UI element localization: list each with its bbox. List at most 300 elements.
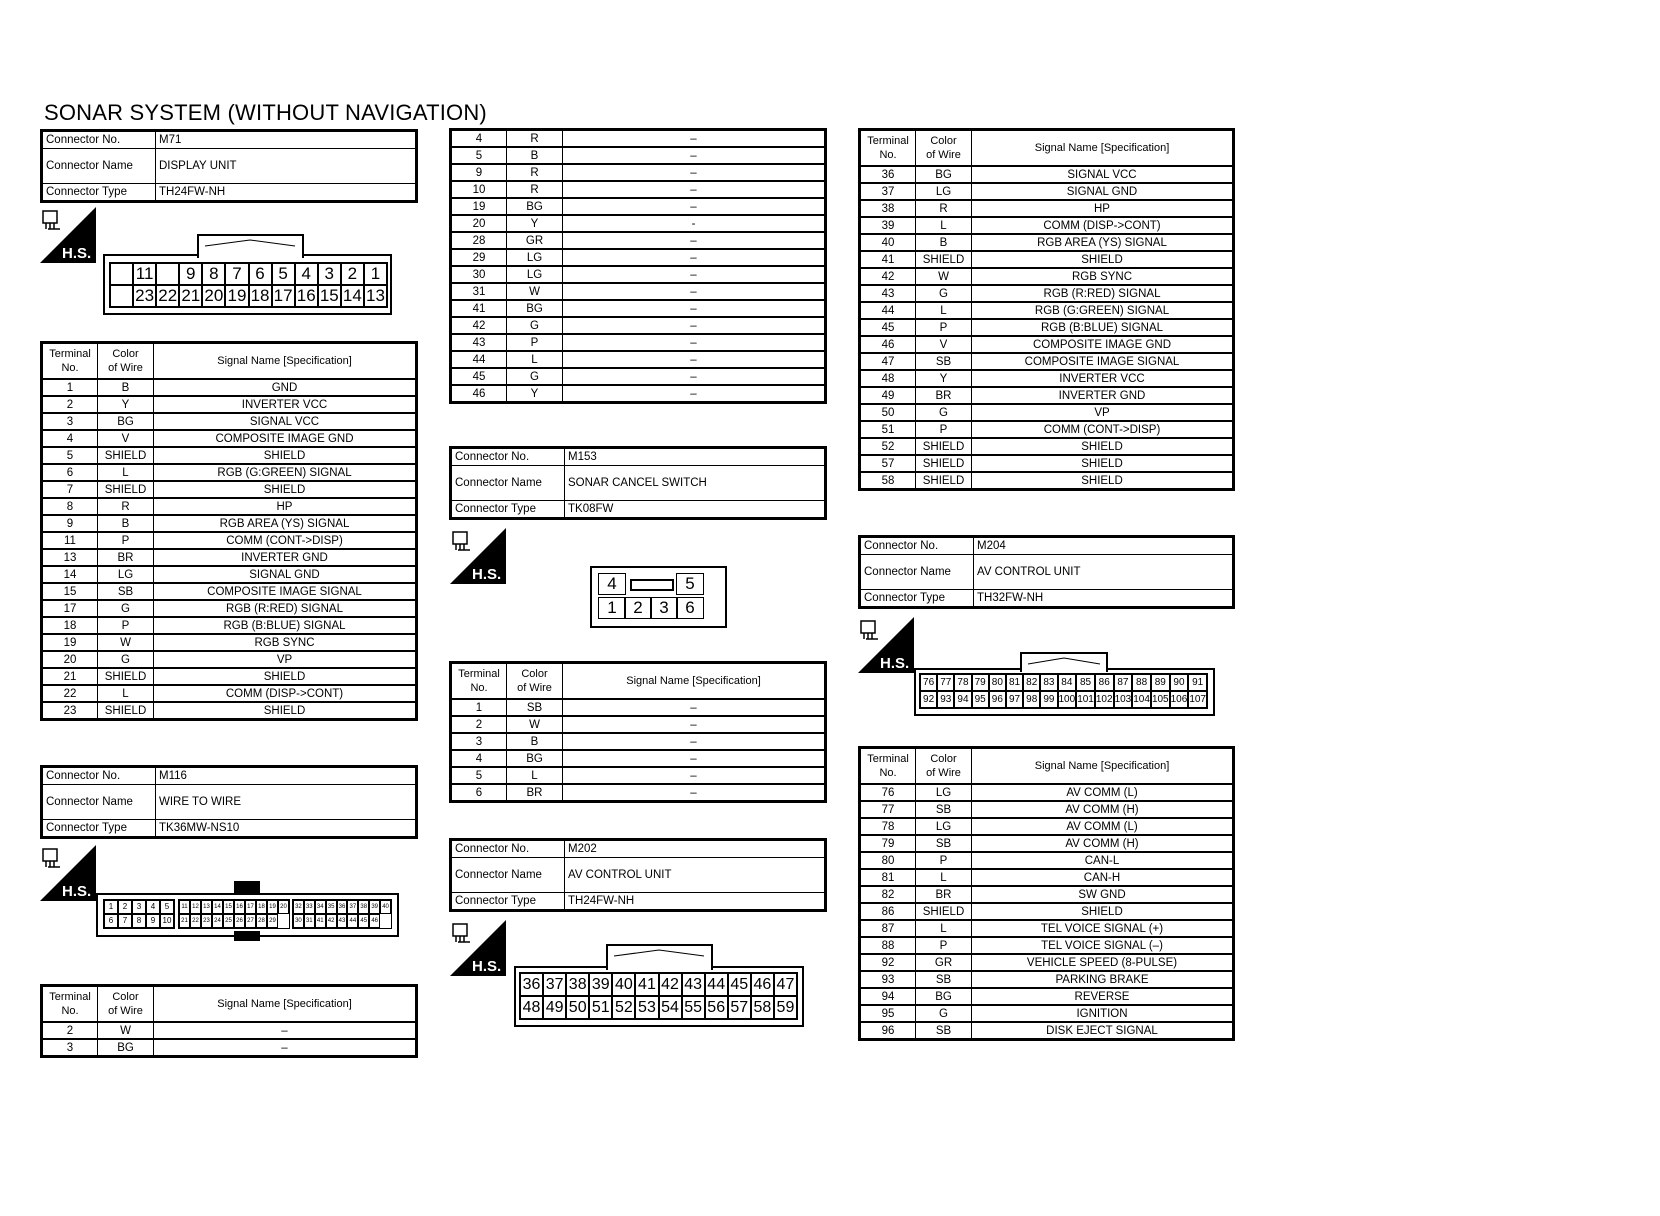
wire-color-cell: R bbox=[98, 498, 154, 515]
terminal-no-cell: 19 bbox=[42, 634, 98, 651]
signal-name-cell: – bbox=[154, 1039, 417, 1057]
table-row bbox=[42, 651, 417, 668]
terminal-no-cell: 13 bbox=[42, 549, 98, 566]
signal-name-cell: DISK EJECT SIGNAL bbox=[972, 1022, 1234, 1040]
connector-latch bbox=[234, 881, 260, 895]
pin-cell: 4 bbox=[146, 900, 160, 914]
signal-name-cell: RGB (G:GREEN) SIGNAL bbox=[154, 464, 417, 481]
terminal-no-cell: 58 bbox=[860, 472, 916, 490]
table-row bbox=[42, 498, 417, 515]
pin-cell: 20 bbox=[278, 900, 289, 914]
connector-name-label: Connector Name bbox=[42, 785, 156, 820]
pin-cell: 32 bbox=[293, 900, 304, 914]
pin-cell: 50 bbox=[566, 996, 589, 1019]
wire-color-cell: BG bbox=[98, 1039, 154, 1057]
pin-cell: 107 bbox=[1188, 691, 1207, 708]
terminal-no-cell: 4 bbox=[451, 130, 507, 148]
wire-color-cell: B bbox=[98, 379, 154, 396]
pin-cell: 59 bbox=[774, 996, 797, 1019]
table-row bbox=[451, 130, 826, 148]
signal-name-cell: VP bbox=[154, 651, 417, 668]
connector-no-label: Connector No. bbox=[451, 448, 565, 466]
pin-cell: 96 bbox=[989, 691, 1006, 708]
pin-cell: 45 bbox=[728, 973, 751, 996]
pin-cell: 3 bbox=[318, 263, 341, 285]
terminal-table-m204 bbox=[858, 746, 1235, 1041]
wire-color-cell: SB bbox=[507, 699, 563, 716]
signal-name-cell: – bbox=[563, 249, 826, 266]
signal-name-cell: INVERTER VCC bbox=[154, 396, 417, 413]
pin-cell: 46 bbox=[751, 973, 774, 996]
pin-cell: 58 bbox=[751, 996, 774, 1019]
wire-color-cell: BG bbox=[507, 750, 563, 767]
table-row bbox=[451, 716, 826, 733]
pin-cell: 8 bbox=[202, 263, 225, 285]
terminal-no-cell: 23 bbox=[42, 702, 98, 720]
terminal-no-cell: 3 bbox=[42, 1039, 98, 1057]
wire-color-cell: SB bbox=[916, 1022, 972, 1040]
pin-cell: 87 bbox=[1114, 674, 1133, 691]
connector-no-label: Connector No. bbox=[42, 131, 156, 149]
harness-side-icon bbox=[450, 528, 506, 584]
terminal-no-cell: 80 bbox=[860, 852, 916, 869]
signal-name-cell: – bbox=[563, 266, 826, 283]
table-row bbox=[860, 268, 1234, 285]
pin-cell: 21 bbox=[179, 914, 190, 928]
pin-cell: 102 bbox=[1095, 691, 1114, 708]
harness-side-icon bbox=[450, 920, 506, 976]
signal-name-cell: RGB AREA (YS) SIGNAL bbox=[154, 515, 417, 532]
wire-color-cell: Y bbox=[507, 385, 563, 403]
terminal-no-header: Terminal No. bbox=[451, 663, 507, 700]
connector-no-value: M71 bbox=[156, 131, 417, 149]
wire-color-cell: P bbox=[98, 532, 154, 549]
wire-color-cell: L bbox=[98, 685, 154, 702]
table-row bbox=[451, 368, 826, 385]
signal-name-cell: – bbox=[563, 232, 826, 249]
table-row bbox=[451, 215, 826, 232]
page-title: SONAR SYSTEM (WITHOUT NAVIGATION) bbox=[44, 100, 487, 125]
signal-name-cell: RGB (G:GREEN) SIGNAL bbox=[972, 302, 1234, 319]
pin-cell: 6 bbox=[676, 597, 704, 619]
wire-color-cell: SHIELD bbox=[98, 702, 154, 720]
pin-cell: 88 bbox=[1132, 674, 1151, 691]
pin-cell: 5 bbox=[676, 573, 704, 595]
terminal-no-cell: 94 bbox=[860, 988, 916, 1005]
wire-color-cell: R bbox=[507, 164, 563, 181]
table-row bbox=[451, 232, 826, 249]
signal-name-cell: RGB SYNC bbox=[972, 268, 1234, 285]
signal-name-cell: – bbox=[563, 130, 826, 148]
pin-grid-m204 bbox=[919, 673, 1208, 709]
signal-name-cell: – bbox=[563, 767, 826, 784]
signal-name-cell: RGB AREA (YS) SIGNAL bbox=[972, 234, 1234, 251]
pin-cell: 9 bbox=[146, 914, 160, 928]
terminal-no-header: Terminal No. bbox=[42, 986, 98, 1023]
harness-side-icon bbox=[40, 207, 96, 263]
wire-color-cell: LG bbox=[916, 183, 972, 200]
pin-cell: 78 bbox=[954, 674, 971, 691]
connector-no-value: M116 bbox=[156, 767, 417, 785]
wire-color-cell: W bbox=[916, 268, 972, 285]
terminal-no-cell: 45 bbox=[860, 319, 916, 336]
wire-color-cell: G bbox=[98, 651, 154, 668]
terminal-no-cell: 86 bbox=[860, 903, 916, 920]
terminal-no-cell: 22 bbox=[42, 685, 98, 702]
pin-cell: 42 bbox=[326, 914, 337, 928]
wire-color-cell: BR bbox=[916, 886, 972, 903]
pin-cell: 93 bbox=[937, 691, 954, 708]
signal-name-cell: SIGNAL GND bbox=[972, 183, 1234, 200]
wire-color-cell: SB bbox=[916, 971, 972, 988]
signal-name-cell: HP bbox=[972, 200, 1234, 217]
hs-label: H.S. bbox=[62, 245, 92, 262]
pin-cell: 15 bbox=[318, 285, 341, 307]
terminal-table-m116 bbox=[40, 984, 418, 1058]
terminal-no-cell: 30 bbox=[451, 266, 507, 283]
pin-cell: 34 bbox=[315, 900, 326, 914]
terminal-no-cell: 20 bbox=[451, 215, 507, 232]
signal-name-cell: – bbox=[563, 181, 826, 198]
pin-cell: 35 bbox=[326, 900, 337, 914]
pin-cell: 14 bbox=[341, 285, 364, 307]
connector-name-value: AV CONTROL UNIT bbox=[565, 858, 826, 893]
wire-color-cell: L bbox=[98, 464, 154, 481]
signal-name-cell: – bbox=[563, 699, 826, 716]
wire-color-cell: BG bbox=[507, 198, 563, 215]
signal-name-cell: IGNITION bbox=[972, 1005, 1234, 1022]
table-row bbox=[42, 430, 417, 447]
terminal-no-cell: 96 bbox=[860, 1022, 916, 1040]
table-row bbox=[451, 385, 826, 403]
signal-name-cell: REVERSE bbox=[972, 988, 1234, 1005]
pin-cell: 18 bbox=[249, 285, 272, 307]
pin-cell: 17 bbox=[272, 285, 295, 307]
table-row bbox=[860, 886, 1234, 903]
pin-cell: 4 bbox=[295, 263, 318, 285]
pin-cell: 39 bbox=[589, 973, 612, 996]
signal-name-cell: – bbox=[563, 283, 826, 300]
wire-color-cell: L bbox=[916, 920, 972, 937]
pin-cell: 19 bbox=[267, 900, 278, 914]
wire-color-cell: L bbox=[916, 217, 972, 234]
table-row bbox=[860, 319, 1234, 336]
pin-cell: 48 bbox=[520, 996, 543, 1019]
terminal-no-cell: 46 bbox=[860, 336, 916, 353]
pin-cell: 105 bbox=[1151, 691, 1170, 708]
terminal-no-cell: 44 bbox=[451, 351, 507, 368]
signal-name-cell: AV COMM (H) bbox=[972, 801, 1234, 818]
signal-name-cell: HP bbox=[154, 498, 417, 515]
wire-color-cell: W bbox=[98, 634, 154, 651]
table-row bbox=[451, 334, 826, 351]
signal-name-cell: – bbox=[563, 198, 826, 215]
connector-latch bbox=[606, 944, 713, 970]
pin-cell: 44 bbox=[705, 973, 728, 996]
pin-cell: 37 bbox=[347, 900, 358, 914]
signal-name-cell: – bbox=[563, 317, 826, 334]
connector-type-label: Connector Type bbox=[42, 820, 156, 838]
terminal-table-m202 bbox=[858, 128, 1235, 491]
pin-cell: 22 bbox=[190, 914, 201, 928]
pin-cell: 98 bbox=[1023, 691, 1040, 708]
terminal-no-cell: 41 bbox=[860, 251, 916, 268]
table-row bbox=[451, 198, 826, 215]
terminal-no-cell: 14 bbox=[42, 566, 98, 583]
connector-name-label: Connector Name bbox=[42, 149, 156, 184]
signal-name-cell: SHIELD bbox=[972, 472, 1234, 490]
terminal-no-cell: 3 bbox=[451, 733, 507, 750]
pin-cell: 18 bbox=[256, 900, 267, 914]
svg-text:H.S.: H.S. bbox=[472, 566, 502, 583]
pin-cell: 49 bbox=[543, 996, 566, 1019]
signal-name-cell: – bbox=[563, 164, 826, 181]
pin-cell: 10 bbox=[160, 914, 174, 928]
signal-name-cell: COMPOSITE IMAGE GND bbox=[154, 430, 417, 447]
connector-name-label: Connector Name bbox=[451, 466, 565, 501]
pin-cell: 7 bbox=[118, 914, 132, 928]
signal-name-cell: – bbox=[563, 334, 826, 351]
terminal-no-cell: 37 bbox=[860, 183, 916, 200]
terminal-no-header: Terminal No. bbox=[42, 343, 98, 380]
wire-color-cell: V bbox=[98, 430, 154, 447]
terminal-no-cell: 82 bbox=[860, 886, 916, 903]
table-row bbox=[42, 617, 417, 634]
table-row bbox=[860, 217, 1234, 234]
pin-cell: 101 bbox=[1076, 691, 1095, 708]
terminal-no-cell: 50 bbox=[860, 404, 916, 421]
signal-name-cell: TEL VOICE SIGNAL (+) bbox=[972, 920, 1234, 937]
table-row bbox=[451, 733, 826, 750]
terminal-no-cell: 1 bbox=[451, 699, 507, 716]
pin-cell: 41 bbox=[315, 914, 326, 928]
connector-type-value: TK08FW bbox=[565, 501, 826, 519]
wire-color-cell: SB bbox=[98, 583, 154, 600]
wire-color-cell: P bbox=[916, 421, 972, 438]
terminal-no-cell: 9 bbox=[42, 515, 98, 532]
pin-cell: 103 bbox=[1114, 691, 1133, 708]
wire-color-cell: B bbox=[916, 234, 972, 251]
pin-cell: 33 bbox=[304, 900, 315, 914]
signal-name-cell: AV COMM (L) bbox=[972, 784, 1234, 801]
wire-color-cell: L bbox=[507, 767, 563, 784]
table-row bbox=[860, 988, 1234, 1005]
terminal-table-m116-continued bbox=[449, 128, 827, 404]
pin-cell: 37 bbox=[543, 973, 566, 996]
terminal-no-cell: 49 bbox=[860, 387, 916, 404]
wire-color-cell: G bbox=[507, 368, 563, 385]
wire-color-cell: P bbox=[98, 617, 154, 634]
terminal-no-cell: 36 bbox=[860, 166, 916, 183]
pin-cell: 42 bbox=[659, 973, 682, 996]
wire-color-cell: G bbox=[98, 600, 154, 617]
terminal-no-cell: 6 bbox=[451, 784, 507, 802]
pin-cell: 6 bbox=[104, 914, 118, 928]
pin-cell: 17 bbox=[245, 900, 256, 914]
table-row bbox=[42, 634, 417, 651]
pin-cell: 79 bbox=[972, 674, 989, 691]
table-row bbox=[451, 164, 826, 181]
table-row bbox=[860, 370, 1234, 387]
connector-name-value: SONAR CANCEL SWITCH bbox=[565, 466, 826, 501]
wire-color-cell: R bbox=[507, 130, 563, 148]
wire-color-cell: P bbox=[507, 334, 563, 351]
table-row bbox=[42, 685, 417, 702]
pin-cell: 12 bbox=[190, 900, 201, 914]
wire-color-cell: LG bbox=[916, 818, 972, 835]
terminal-no-cell: 31 bbox=[451, 283, 507, 300]
connector-no-value: M204 bbox=[974, 537, 1234, 555]
pin-cell: 89 bbox=[1151, 674, 1170, 691]
terminal-no-cell: 17 bbox=[42, 600, 98, 617]
connector-no-label: Connector No. bbox=[451, 840, 565, 858]
table-row bbox=[451, 266, 826, 283]
terminal-no-cell: 8 bbox=[42, 498, 98, 515]
terminal-no-cell: 42 bbox=[451, 317, 507, 334]
pin-cell: 52 bbox=[612, 996, 635, 1019]
pin-cell: 20 bbox=[202, 285, 225, 307]
wire-color-cell: SHIELD bbox=[98, 668, 154, 685]
signal-name-cell: RGB (B:BLUE) SIGNAL bbox=[972, 319, 1234, 336]
terminal-no-cell: 2 bbox=[42, 396, 98, 413]
color-header: Color of Wire bbox=[98, 343, 154, 380]
pin-cell: 56 bbox=[705, 996, 728, 1019]
terminal-no-cell: 79 bbox=[860, 835, 916, 852]
table-row bbox=[860, 438, 1234, 455]
signal-name-cell: SHIELD bbox=[154, 481, 417, 498]
svg-text:H.S.: H.S. bbox=[62, 883, 92, 900]
table-row bbox=[451, 351, 826, 368]
pin-cell: 57 bbox=[728, 996, 751, 1019]
signal-name-cell: – bbox=[563, 300, 826, 317]
pin-cell: 8 bbox=[132, 914, 146, 928]
table-row bbox=[451, 317, 826, 334]
signal-name-cell: SIGNAL GND bbox=[154, 566, 417, 583]
wire-color-cell: G bbox=[916, 404, 972, 421]
signal-name-cell: TEL VOICE SIGNAL (–) bbox=[972, 937, 1234, 954]
signal-name-cell: SHIELD bbox=[972, 903, 1234, 920]
wire-color-cell: SHIELD bbox=[98, 481, 154, 498]
connector-latch bbox=[234, 931, 260, 941]
signal-name-cell: – bbox=[154, 1022, 417, 1039]
wire-color-cell: L bbox=[916, 869, 972, 886]
wire-color-cell: R bbox=[916, 200, 972, 217]
pin-cell: 7 bbox=[225, 263, 248, 285]
terminal-no-cell: 44 bbox=[860, 302, 916, 319]
wire-color-cell: B bbox=[98, 515, 154, 532]
pin-cell: 11 bbox=[133, 263, 156, 285]
signal-name-cell: RGB (R:RED) SIGNAL bbox=[154, 600, 417, 617]
pin-cell: 91 bbox=[1188, 674, 1207, 691]
wire-color-cell: Y bbox=[507, 215, 563, 232]
wire-color-cell: LG bbox=[916, 784, 972, 801]
pin-cell: 94 bbox=[954, 691, 971, 708]
signal-name-cell: – bbox=[563, 368, 826, 385]
pin-cell: 92 bbox=[920, 691, 937, 708]
table-row bbox=[860, 455, 1234, 472]
color-header: Color of Wire bbox=[916, 130, 972, 167]
pin-cell: 100 bbox=[1058, 691, 1077, 708]
signal-name-cell: CAN-L bbox=[972, 852, 1234, 869]
terminal-no-cell: 45 bbox=[451, 368, 507, 385]
terminal-no-cell: 6 bbox=[42, 464, 98, 481]
terminal-no-cell: 57 bbox=[860, 455, 916, 472]
connector-name-label: Connector Name bbox=[451, 858, 565, 893]
signal-name-cell: SIGNAL VCC bbox=[972, 166, 1234, 183]
signal-name-cell: CAN-H bbox=[972, 869, 1234, 886]
table-row bbox=[860, 971, 1234, 988]
pin-cell: 9 bbox=[179, 263, 202, 285]
table-row bbox=[42, 668, 417, 685]
table-row bbox=[860, 387, 1234, 404]
pin-cell: 11 bbox=[179, 900, 190, 914]
terminal-no-header: Terminal No. bbox=[860, 130, 916, 167]
pin-cell: 86 bbox=[1095, 674, 1114, 691]
connector-type-label: Connector Type bbox=[42, 184, 156, 202]
terminal-no-cell: 92 bbox=[860, 954, 916, 971]
pin-cell: 43 bbox=[682, 973, 705, 996]
wire-color-cell: B bbox=[507, 147, 563, 164]
wire-color-cell: SHIELD bbox=[916, 438, 972, 455]
pin-cell: 46 bbox=[369, 914, 380, 928]
table-row bbox=[860, 903, 1234, 920]
pin-cell: 2 bbox=[624, 597, 652, 619]
connector-type-value: TH24FW-NH bbox=[156, 184, 417, 202]
table-row bbox=[42, 532, 417, 549]
connector-name-label: Connector Name bbox=[860, 555, 974, 590]
pin-cell: 15 bbox=[223, 900, 234, 914]
pin-grid-m116-left bbox=[103, 899, 175, 929]
wire-color-cell: SHIELD bbox=[916, 455, 972, 472]
pin-cell: 39 bbox=[369, 900, 380, 914]
wire-color-cell: BR bbox=[507, 784, 563, 802]
table-row bbox=[860, 835, 1234, 852]
wire-color-cell: SHIELD bbox=[916, 472, 972, 490]
terminal-no-cell: 9 bbox=[451, 164, 507, 181]
pin-cell: 36 bbox=[337, 900, 348, 914]
table-row bbox=[42, 702, 417, 720]
signal-name-cell: SHIELD bbox=[154, 447, 417, 464]
wire-color-cell: SB bbox=[916, 353, 972, 370]
signal-name-cell: AV COMM (L) bbox=[972, 818, 1234, 835]
terminal-no-cell: 7 bbox=[42, 481, 98, 498]
terminal-no-cell: 5 bbox=[451, 147, 507, 164]
wire-color-cell: B bbox=[507, 733, 563, 750]
wire-color-cell: V bbox=[916, 336, 972, 353]
connector-type-label: Connector Type bbox=[451, 501, 565, 519]
pin-cell: 13 bbox=[364, 285, 387, 307]
terminal-no-cell: 41 bbox=[451, 300, 507, 317]
connector-no-value: M202 bbox=[565, 840, 826, 858]
wire-color-cell: LG bbox=[507, 249, 563, 266]
terminal-no-cell: 88 bbox=[860, 937, 916, 954]
terminal-no-cell: 93 bbox=[860, 971, 916, 988]
table-row bbox=[860, 954, 1234, 971]
signal-header: Signal Name [Specification] bbox=[972, 748, 1234, 785]
pin-cell: 14 bbox=[212, 900, 223, 914]
pin-cell: 31 bbox=[304, 914, 315, 928]
wire-color-cell: R bbox=[507, 181, 563, 198]
terminal-no-cell: 43 bbox=[451, 334, 507, 351]
table-row bbox=[451, 767, 826, 784]
color-header: Color of Wire bbox=[507, 663, 563, 700]
table-row bbox=[451, 300, 826, 317]
signal-header: Signal Name [Specification] bbox=[154, 343, 417, 380]
signal-name-cell: – bbox=[563, 716, 826, 733]
wire-color-cell: SHIELD bbox=[98, 447, 154, 464]
table-row bbox=[42, 447, 417, 464]
pin-cell: 53 bbox=[635, 996, 658, 1019]
